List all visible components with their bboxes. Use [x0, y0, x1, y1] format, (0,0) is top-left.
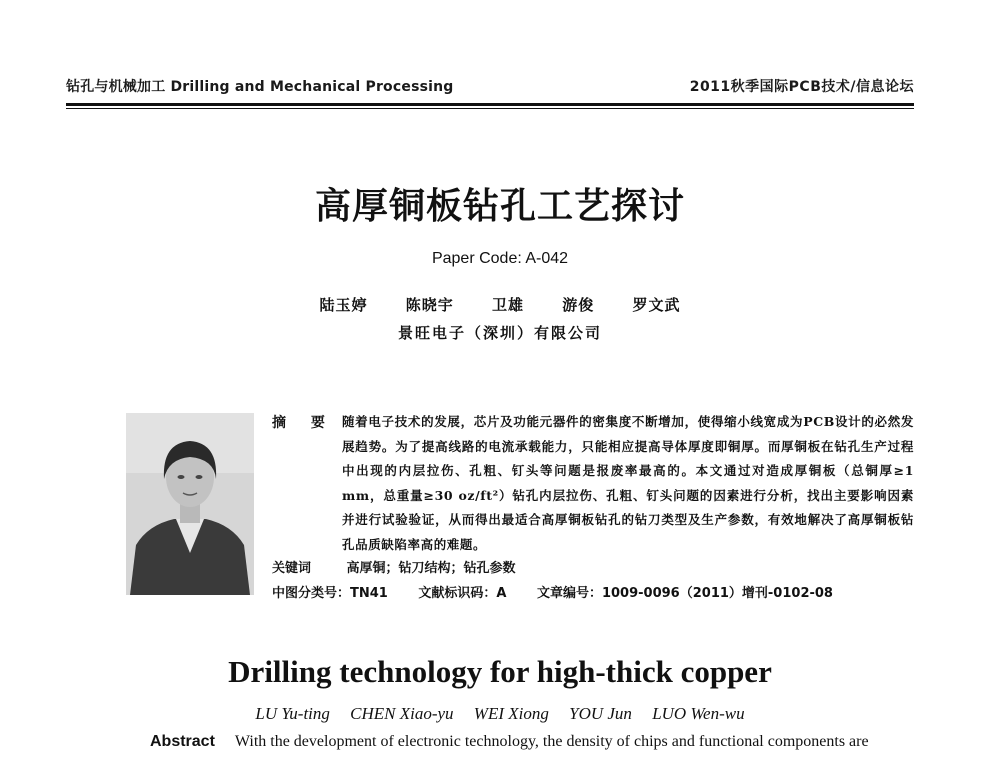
- author-cn: 游俊: [562, 296, 595, 314]
- paper-code: Paper Code: A-042: [431, 250, 569, 267]
- clc-number: 中图分类号：TN41: [272, 586, 388, 601]
- keywords-label: 关键词: [272, 561, 312, 576]
- running-header: [66, 76, 914, 96]
- abstract-english: [150, 733, 930, 751]
- author-cn: 卫雄: [491, 296, 524, 314]
- header-rule-thick: [66, 103, 914, 106]
- header-section-title: 钻孔与机械加工 Drilling and Mechanical Processing: [66, 79, 454, 95]
- affiliation-chinese: 景旺电子（深圳）有限公司: [397, 324, 602, 342]
- header-forum-title: 2011秋季国际PCB技术/信息论坛: [689, 79, 914, 95]
- document-code: 文献标识码：A: [418, 586, 507, 601]
- abstract-body-chinese: 随着电子技术的发展，芯片及功能元器件的密集度不断增加，使得缩小线宽成为PCB设计的必然发展趋势。为了提高线路的电流承载能力，只能相应提高导体厚度即铜厚。而厚铜板在钻孔生产过程中出现的内层拉伤、孔粗、钉头等问题是报废率最高的。本文通过对造成厚铜板（总铜厚≥1 mm，总重量≥30 oz/ft²）钻孔内层拉伤、孔粗、钉头问题的因素进行分析，找出主要影响因素并进行试验验证，从而得出最适合高厚铜板钻孔的钻刀类型及生产参数，有效地解决了高厚铜板钻孔品质缺陷率高的难题。: [342, 414, 914, 552]
- author-en: LUO Wen-wu: [652, 704, 745, 723]
- author-photo: [126, 413, 254, 595]
- abstract-label-english: Abstract: [150, 733, 215, 750]
- abstract-body-english: With the development of electronic technology, the density of chips and functional components are: [234, 733, 869, 750]
- author-cn: 陆玉婷: [319, 296, 368, 314]
- authors-english: [0, 704, 1000, 724]
- author-en: WEI Xiong: [473, 704, 549, 723]
- author-en: LU Yu-ting: [255, 704, 330, 723]
- author-en: YOU Jun: [569, 704, 632, 723]
- header-rule-thin: [66, 108, 914, 109]
- keywords-value: 高厚铜；钻刀结构；钻孔参数: [346, 561, 516, 576]
- keywords-row: [272, 557, 516, 576]
- author-en: CHEN Xiao-yu: [350, 704, 454, 723]
- paper-title-chinese: 高厚铜板钻孔工艺探讨: [314, 186, 685, 227]
- classification-row: [272, 582, 859, 601]
- article-number: 文章编号：1009-0096（2011）增刊-0102-08: [536, 586, 833, 601]
- paper-title-english: Drilling technology for high-thick copper: [228, 654, 772, 689]
- author-cn: 陈晓宇: [405, 296, 454, 314]
- author-cn: 罗文武: [632, 296, 681, 314]
- authors-chinese: [0, 294, 1000, 315]
- author-portrait-icon: [126, 413, 254, 595]
- abstract-label-chinese: 摘 要: [272, 415, 335, 431]
